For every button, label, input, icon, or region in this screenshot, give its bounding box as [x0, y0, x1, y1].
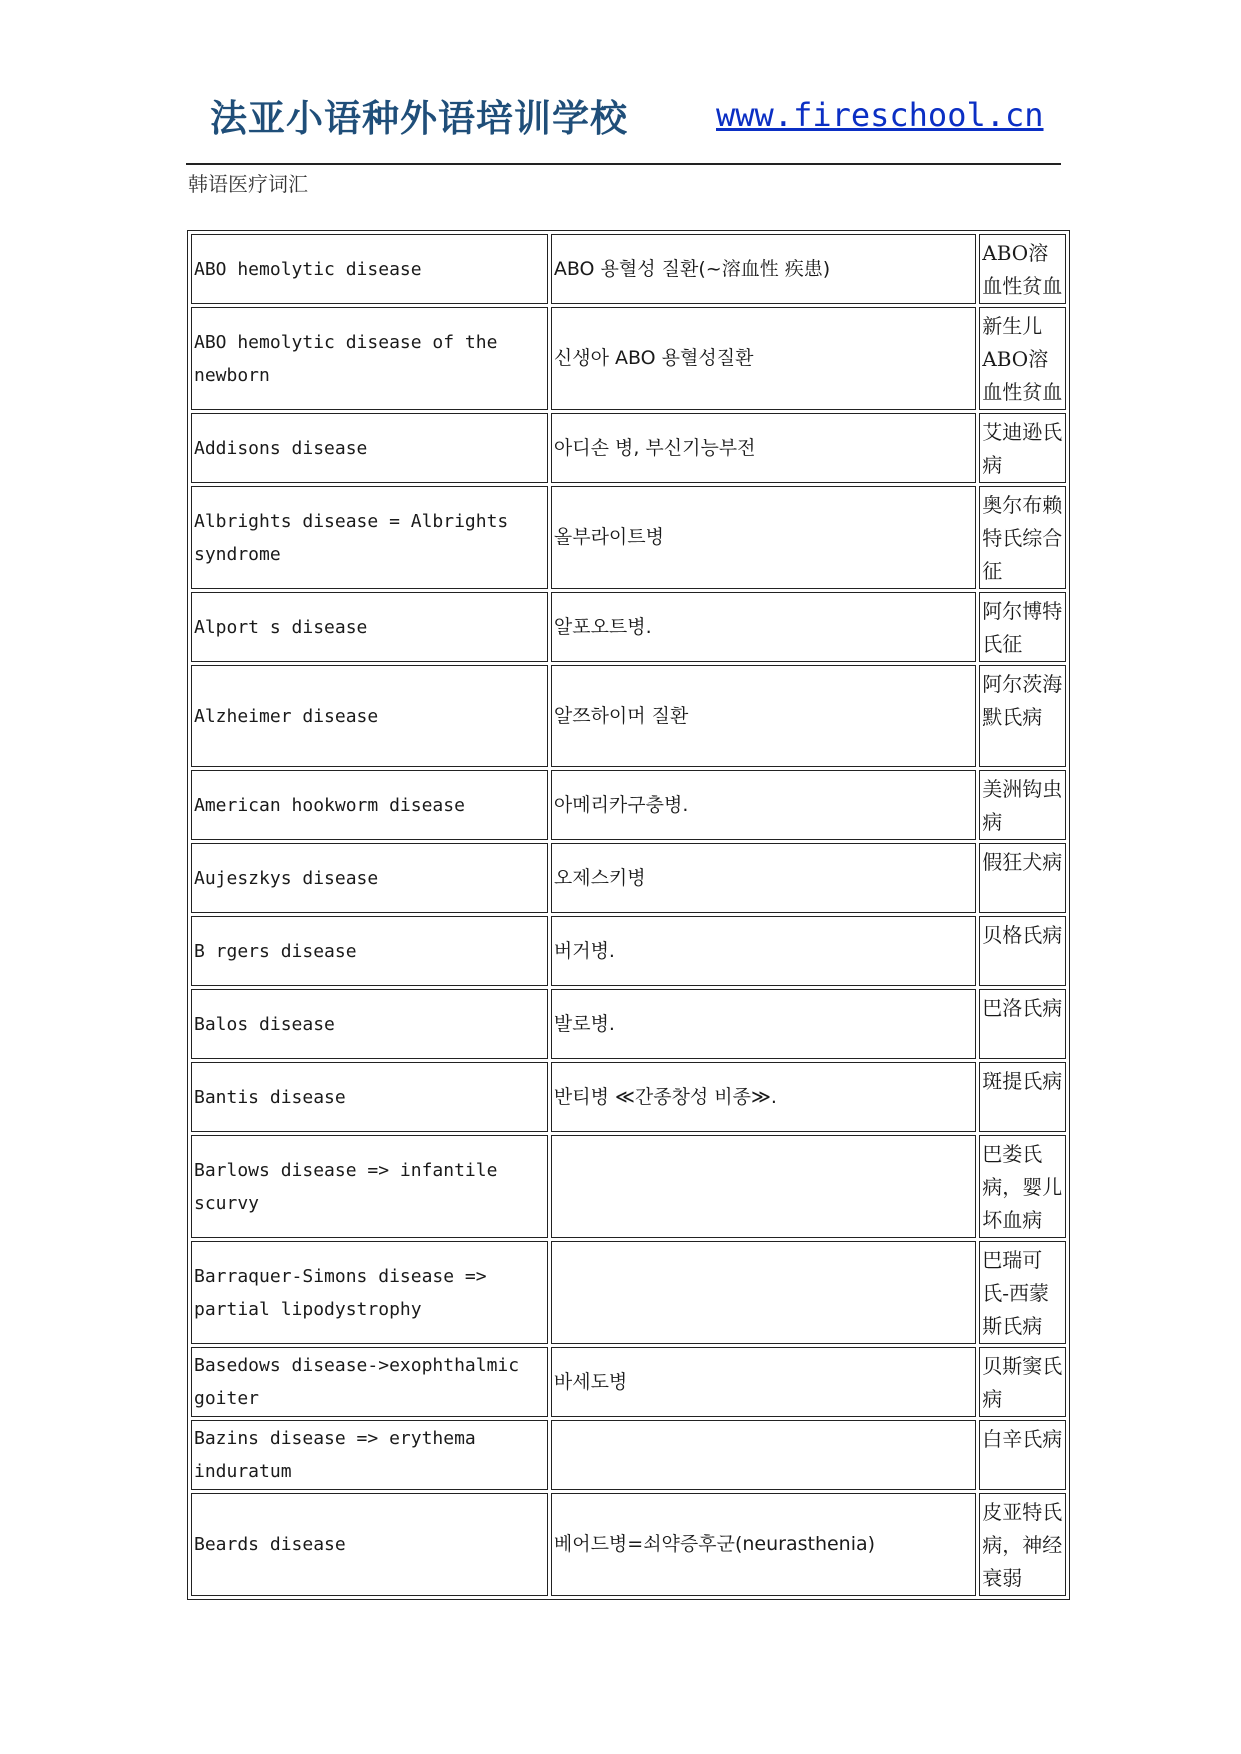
table-row: [191, 486, 1066, 589]
english-term: Basedows disease->exophthalmic goiter: [191, 1347, 548, 1417]
chinese-term: 新生儿ABO溶血性贫血: [979, 307, 1066, 410]
table-row: [191, 665, 1066, 767]
table-row: [191, 989, 1066, 1059]
table-row: [191, 1493, 1066, 1596]
chinese-term: 贝格氏病: [979, 916, 1066, 986]
chinese-term: 巴洛氏病: [979, 989, 1066, 1059]
table-row: [191, 1420, 1066, 1490]
table-row: [191, 592, 1066, 662]
korean-term: [551, 1420, 976, 1490]
korean-term: 신생아 ABO 용혈성질환: [551, 307, 976, 410]
korean-term: 알쯔하이머 질환: [551, 665, 976, 767]
chinese-term: 艾迪逊氏病: [979, 413, 1066, 483]
table-row: [191, 1241, 1066, 1344]
english-term: ABO hemolytic disease of the newborn: [191, 307, 548, 410]
table-row: [191, 1062, 1066, 1132]
school-name: 法亚小语种外语培训学校: [210, 97, 628, 140]
chinese-term: 假狂犬病: [979, 843, 1066, 913]
chinese-term: 斑提氏病: [979, 1062, 1066, 1132]
header-divider: [186, 163, 1061, 165]
korean-term: [551, 1135, 976, 1238]
english-term: Addisons disease: [191, 413, 548, 483]
english-term: Albrights disease = Albrights syndrome: [191, 486, 548, 589]
table-row: [191, 1135, 1066, 1238]
korean-term: 아메리카구충병.: [551, 770, 976, 840]
korean-term: 아디손 병, 부신기능부전: [551, 413, 976, 483]
english-term: Aujeszkys disease: [191, 843, 548, 913]
table-row: [191, 770, 1066, 840]
chinese-term: 贝斯窦氏病: [979, 1347, 1066, 1417]
chinese-term: 美洲钩虫病: [979, 770, 1066, 840]
korean-term: 올부라이트병: [551, 486, 976, 589]
vocabulary-table: [187, 230, 1070, 1600]
english-term: Bantis disease: [191, 1062, 548, 1132]
korean-term: 버거병.: [551, 916, 976, 986]
table-row: [191, 1347, 1066, 1417]
chinese-term: 阿尔博特氏征: [979, 592, 1066, 662]
chinese-term: 白辛氏病: [979, 1420, 1066, 1490]
english-term: Beards disease: [191, 1493, 548, 1596]
table-row: [191, 234, 1066, 304]
english-term: Bazins disease => erythema induratum: [191, 1420, 548, 1490]
chinese-term: 巴娄氏病，婴儿坏血病: [979, 1135, 1066, 1238]
chinese-term: 阿尔茨海默氏病: [979, 665, 1066, 767]
english-term: Barraquer-Simons disease => partial lipodystrophy: [191, 1241, 548, 1344]
korean-term: ABO 용혈성 질환(~溶血性 疾患): [551, 234, 976, 304]
chinese-term: 奥尔布赖特氏综合征: [979, 486, 1066, 589]
korean-term: 반티병 ≪간종창성 비종≫.: [551, 1062, 976, 1132]
korean-term: 발로병.: [551, 989, 976, 1059]
document-subtitle: 韩语医疗词汇: [188, 172, 308, 196]
english-term: Alport s disease: [191, 592, 548, 662]
english-term: B rgers disease: [191, 916, 548, 986]
english-term: ABO hemolytic disease: [191, 234, 548, 304]
korean-term: 베어드병=쇠약증후군(neurasthenia): [551, 1493, 976, 1596]
english-term: American hookworm disease: [191, 770, 548, 840]
korean-term: 알포오트병.: [551, 592, 976, 662]
korean-term: 오제스키병: [551, 843, 976, 913]
table-row: [191, 916, 1066, 986]
table-row: [191, 843, 1066, 913]
chinese-term: 巴瑞可氏-西蒙斯氏病: [979, 1241, 1066, 1344]
english-term: Barlows disease => infantile scurvy: [191, 1135, 548, 1238]
table-row: [191, 413, 1066, 483]
vocabulary-table-container: [187, 230, 1070, 1600]
chinese-term: 皮亚特氏病，神经衰弱: [979, 1493, 1066, 1596]
korean-term: [551, 1241, 976, 1344]
table-row: [191, 307, 1066, 410]
english-term: Balos disease: [191, 989, 548, 1059]
english-term: Alzheimer disease: [191, 665, 548, 767]
page-header: [186, 78, 1046, 138]
vocabulary-table-body: [191, 234, 1066, 1596]
korean-term: 바세도병: [551, 1347, 976, 1417]
chinese-term: ABO溶血性贫血: [979, 234, 1066, 304]
school-url-link[interactable]: www.fireschool.cn: [716, 96, 1044, 134]
